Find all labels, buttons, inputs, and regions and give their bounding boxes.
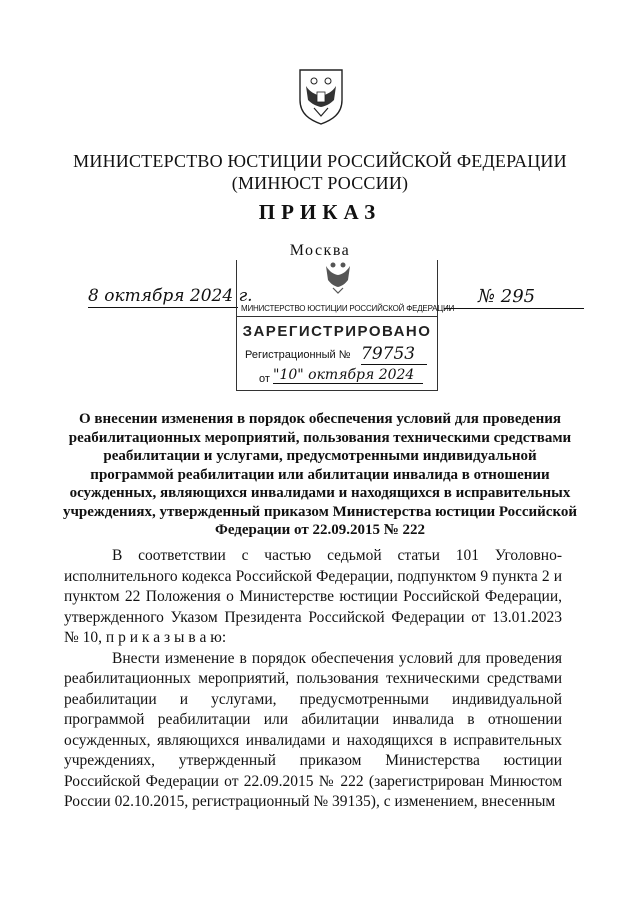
stamp-from-label: от (259, 373, 270, 385)
body-paragraph-2: Внести изменение в порядок обеспечения условий для проведения реабилитационных мероприятий, пользования техническими средствами реабилитации и услугами, предусмотренными индивидуальной программой реабилитации или абилитации инвалида в отношении осужденных, являющихся инвалидами и находящихся в исправительных учреждениях, утвержденный приказом Министерства юстиции Российской Федерации от 22.09.2015 № 222 (зарегистрирован Минюстом России 02.10.2015, регистрационный № 39135), с изменением, внесенным (64, 649, 562, 810)
ministry-name-line2: (МИНЮСТ РОССИИ) (231, 173, 409, 193)
stamp-ministry-name: МИНИСТЕРСТВО ЮСТИЦИИ РОССИЙСКОЙ ФЕДЕРАЦИИ (241, 304, 455, 313)
document-city: Москва (289, 242, 351, 259)
stamp-reg-date: "10" октября 2024 (273, 367, 423, 384)
document-body (64, 546, 562, 813)
stamp-reg-number-label: Регистрационный № (245, 349, 351, 361)
document-type: ПРИКАЗ (258, 200, 382, 224)
ministry-name (40, 150, 600, 194)
number-underline (444, 308, 584, 309)
stamp-registered-label: ЗАРЕГИСТРИРОВАНО (242, 323, 432, 340)
stamp-divider (237, 316, 437, 317)
body-paragraph-1: В соответствии с частью седьмой статьи 101 Уголовно-исполнительного кодекса Российской Федерации, подпунктом 9 пункта 2 и пунктом 22 Положения о Министерстве юстиции Российской Федерации, утвержденного Указом Президента Российской Федерации от 13.01.2023 № 10, п р и к а з ы в а ю: (64, 547, 562, 646)
ministry-name-line1: МИНИСТЕРСТВО ЮСТИЦИИ РОССИЙСКОЙ ФЕДЕРАЦИИ (73, 151, 567, 171)
handwritten-date: 8 октября 2024 г. (88, 286, 253, 306)
stamp-eagle-icon (323, 260, 353, 294)
stamp-reg-number: 79753 (361, 344, 427, 365)
registration-stamp (236, 260, 455, 391)
document-title: О внесении изменения в порядок обеспечения условий для проведения реабилитационных мероприятий, пользования техническими средствами реабилитации и услугами, предусмотренными индивидуальной программой реабилитации или абилитации инвалида в отношении осужденных, являющихся инвалидами и находящихся в исправительных учреждениях, утвержденный приказом Министерства юстиции Российской Федерации от 22.09.2015 № 222 (62, 411, 578, 538)
coat-of-arms-icon (296, 66, 346, 126)
handwritten-number: № 295 (478, 286, 536, 307)
